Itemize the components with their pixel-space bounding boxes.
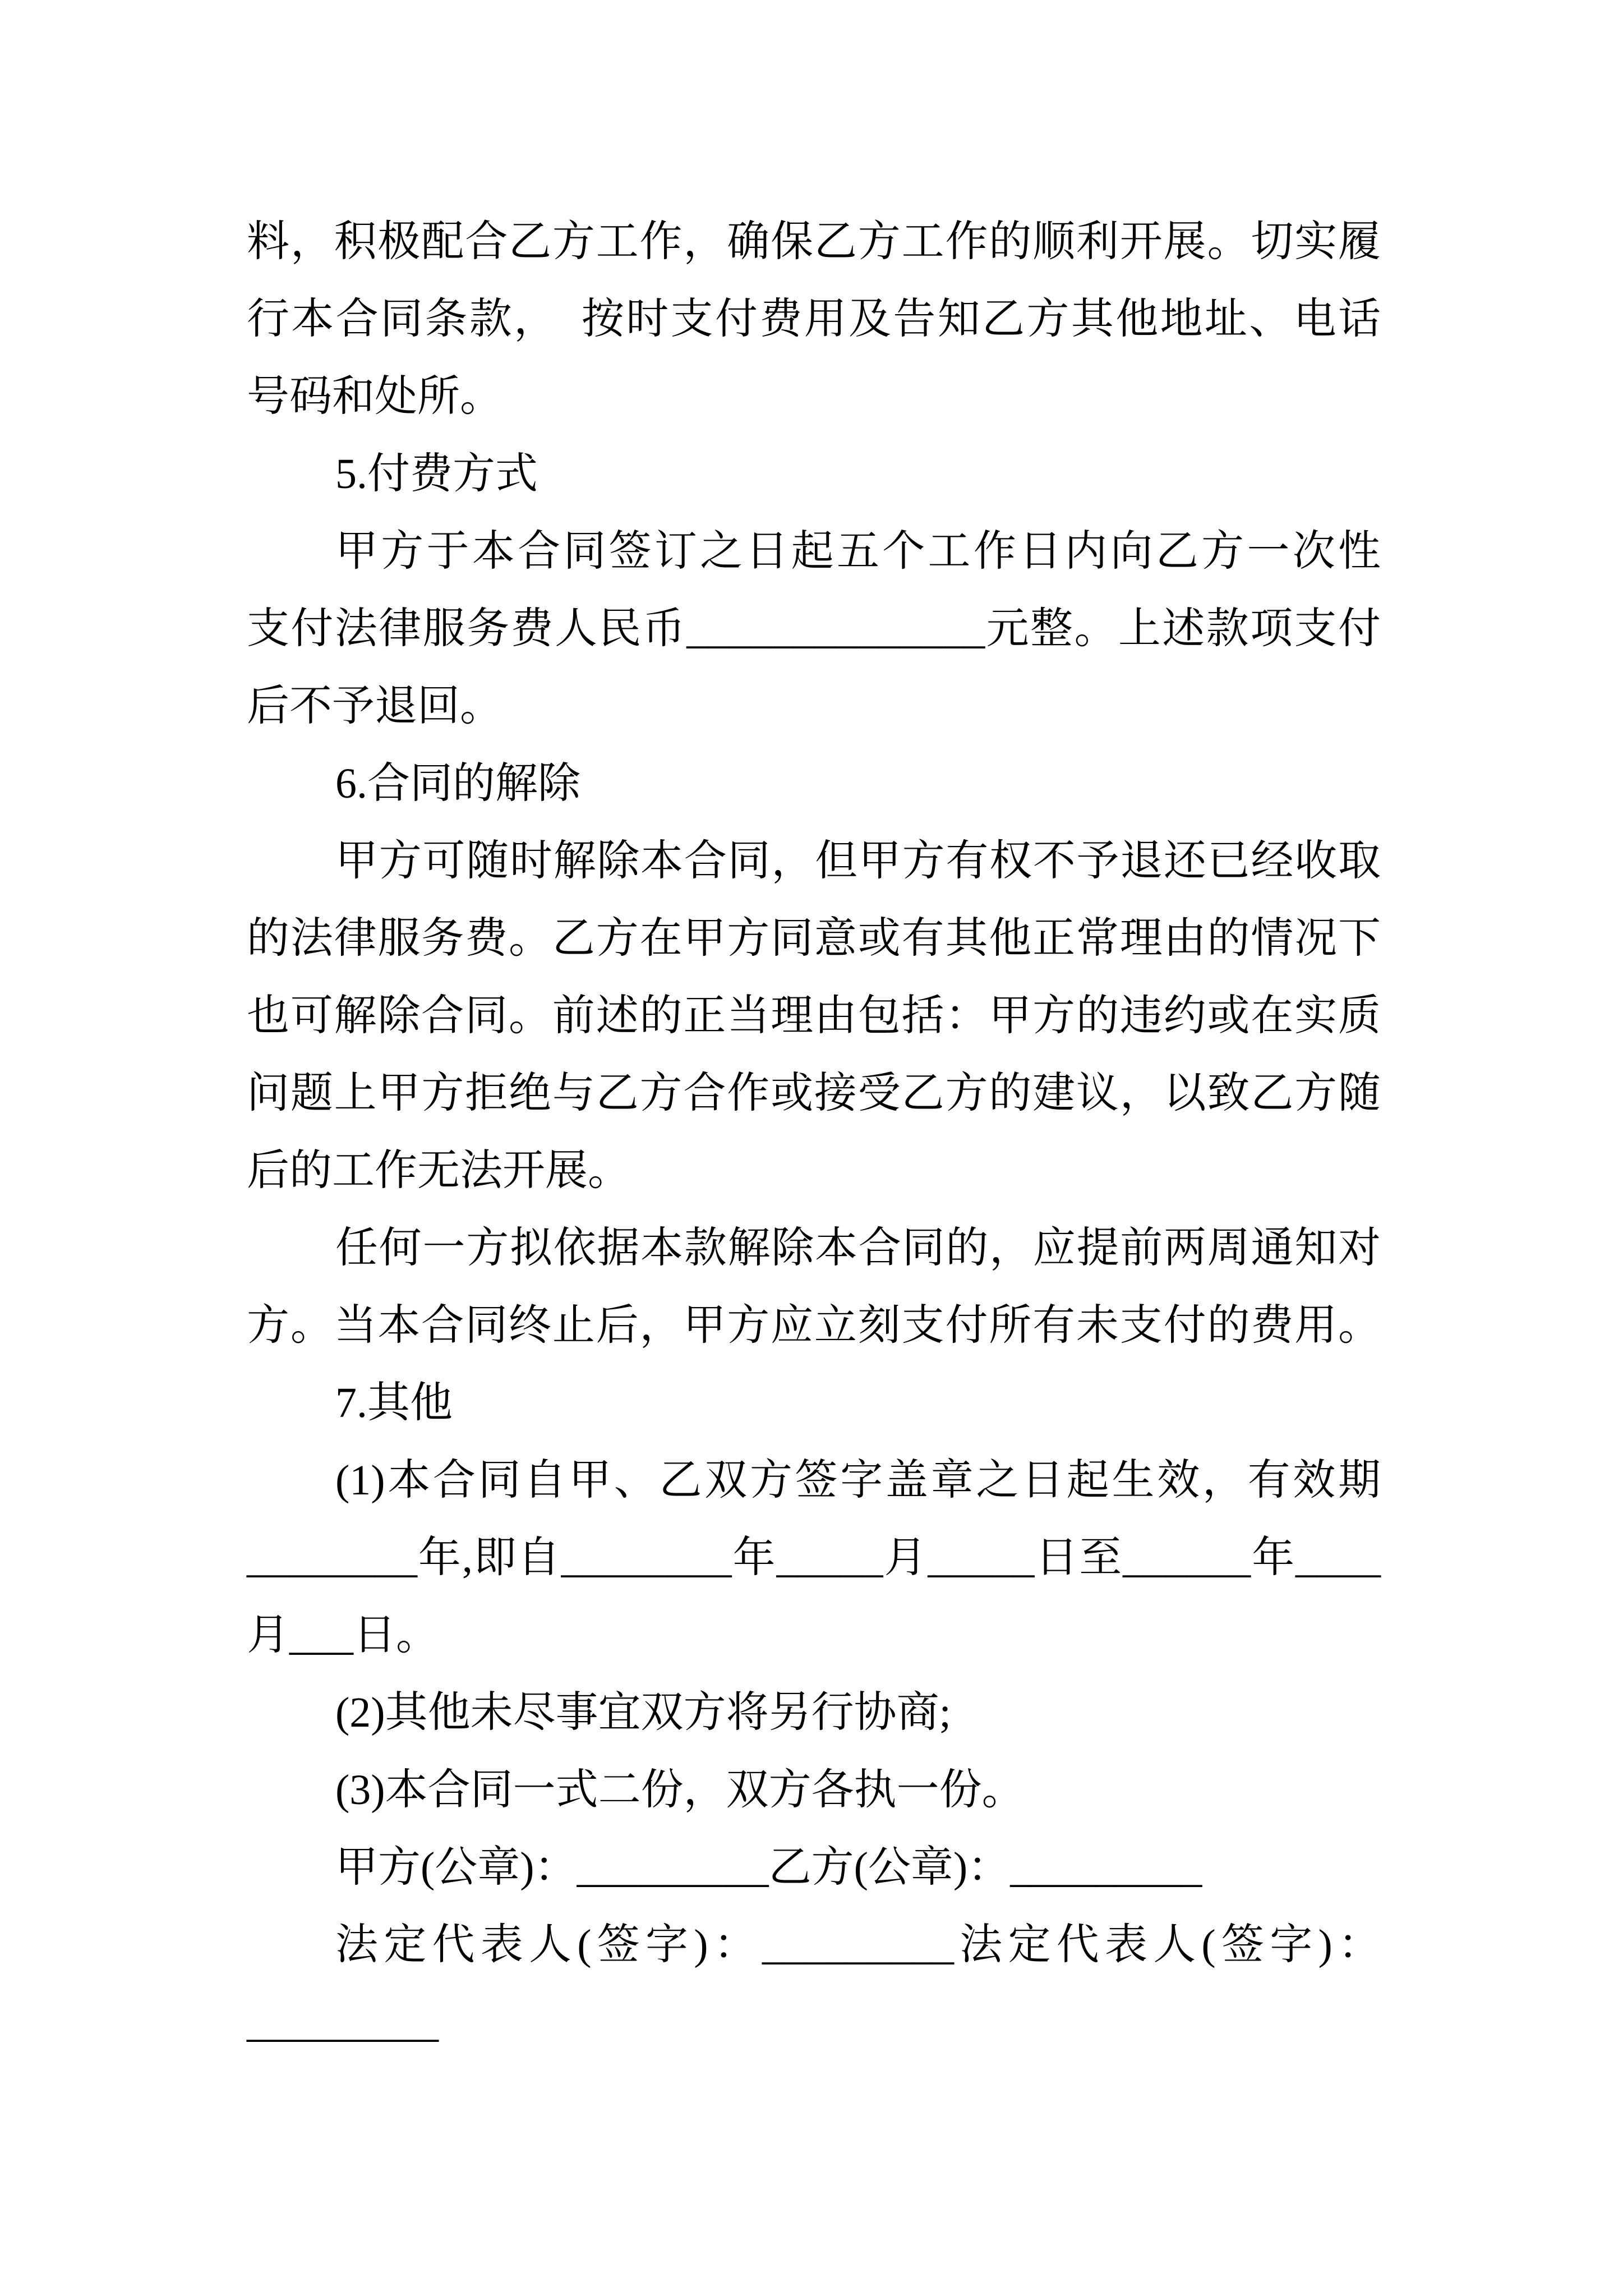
section-5-heading: 5.付费方式 [335, 450, 538, 498]
contract-line-12: 问题上甲方拒绝与乙方合作或接受乙方的建议，以致乙方随 [247, 1070, 1381, 1117]
legal-representative-line: 法定代表人(签字)：_________法定代表人(签字)： [335, 1921, 1381, 1968]
contract-line-05: 甲方于本合同签订之日起五个工作日内向乙方一次性 [335, 528, 1381, 575]
contract-line-11: 也可解除合同。前述的正当理由包括：甲方的违约或在实质 [247, 992, 1381, 1039]
contract-line-03: 号码和处所。 [247, 373, 502, 420]
contract-line-20: (2)其他未尽事宜双方将另行协商; [335, 1689, 951, 1736]
contract-line-10: 的法律服务费。乙方在甲方同意或有其他正常理由的情况下 [247, 915, 1381, 962]
contract-line-07: 后不予退回。 [247, 683, 502, 730]
contract-line-17: (1)本合同自甲、乙双方签字盖章之日起生效，有效期 [335, 1457, 1381, 1504]
document-text [247, 203, 1381, 2061]
contract-line-18-date-blanks: ________年,即自________年_____月_____日至______年____ [247, 1534, 1381, 1581]
contract-line-21: (3)本合同一式二份，双方各执一份。 [335, 1766, 1025, 1814]
wrapped-signature-blank: _________ [247, 1999, 439, 2046]
contract-line-09: 甲方可随时解除本合同，但甲方有权不予退还已经收取 [335, 838, 1381, 885]
section-6-heading: 6.合同的解除 [335, 760, 580, 807]
contract-line-13: 后的工作无法开展。 [247, 1147, 630, 1194]
seal-signature-line: 甲方(公章)：_________乙方(公章)：_________ [335, 1844, 1202, 1891]
contract-line-14: 任何一方拟依据本款解除本合同的，应提前两周通知对 [335, 1225, 1381, 1272]
contract-line-19-date-blanks: 月___日。 [247, 1612, 439, 1659]
section-7-heading: 7.其他 [335, 1379, 453, 1427]
contract-line-02: 行本合同条款， 按时支付费用及告知乙方其他地址、电话 [247, 296, 1381, 343]
contract-line-06-fee-blank: 支付法律服务费人民币______________元整。上述款项支付 [247, 605, 1381, 652]
contract-line-01: 料，积极配合乙方工作，确保乙方工作的顺利开展。切实履 [247, 218, 1381, 265]
contract-line-15: 方。当本合同终止后，甲方应立刻支付所有未支付的费用。 [247, 1302, 1381, 1349]
